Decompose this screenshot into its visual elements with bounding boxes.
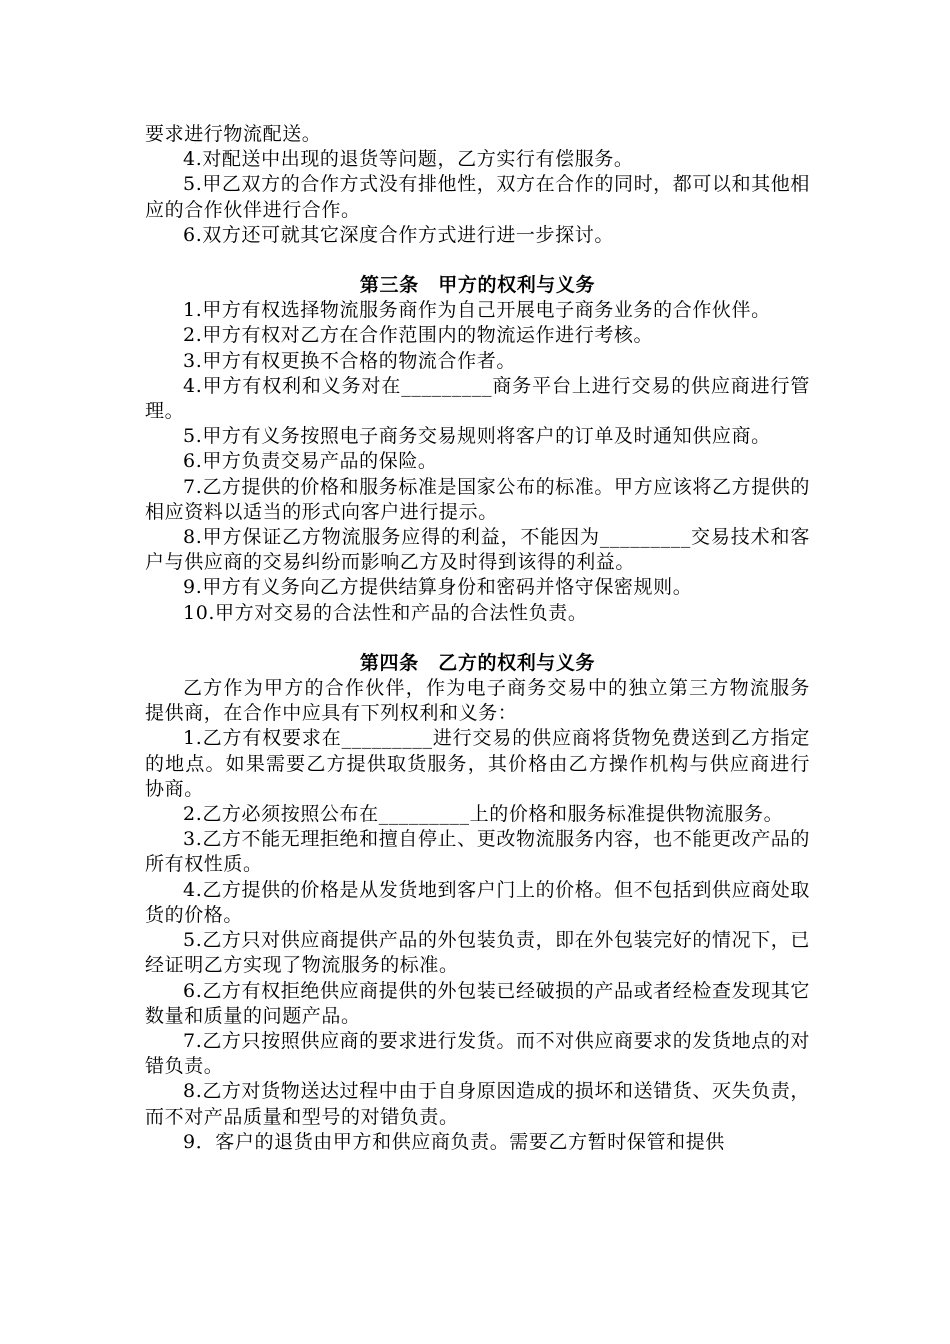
section3-item-2: 2.甲方有权对乙方在合作范围内的物流运作进行考核。 [183,324,654,347]
section3-item-1: 1.甲方有权选择物流服务商作为自己开展电子商务业务的合作伙伴。 [183,299,771,322]
section2-item-5: 5.甲乙双方的合作方式没有排他性，双方在合作的同时，都可以和其他相应的合作伙伴进行合作。 [145,173,810,221]
section4-heading: 第四条 乙方的权利与义务 [359,651,596,674]
section4-item-8: 8.乙方对货物送达过程中由于自身原因造成的损坏和送错货、灭失负责，而不对产品质量和型号的对错负责。 [145,1080,810,1128]
section3-heading: 第三条 甲方的权利与义务 [359,274,596,297]
continuation-text: 要求进行物流配送。 [145,123,322,145]
section4-item-9: 9．客户的退货由甲方和供应商负责。需要乙方暂时保管和提供 [183,1130,725,1153]
section2-item-6: 6.双方还可就其它深度合作方式进行进一步探讨。 [183,223,614,246]
section4-item-4: 4.乙方提供的价格是从发货地到客户门上的价格。但不包括到供应商处取货的价格。 [145,878,810,926]
section4-item-3: 3.乙方不能无理拒绝和擅自停止、更改物流服务内容，也不能更改产品的所有权性质。 [145,828,810,876]
section3-item-7: 7.乙方提供的价格和服务标准是国家公布的标准。甲方应该将乙方提供的相应资料以适当的形式向客户进行提示。 [145,475,810,523]
section3-item-3: 3.甲方有权更换不合格的物流合作者。 [183,349,516,372]
section2-item-4: 4.对配送中出现的退货等问题，乙方实行有偿服务。 [183,148,634,171]
section4-intro: 乙方作为甲方的合作伙伴，作为电子商务交易中的独立第三方物流服务提供商，在合作中应具有下列权利和义务： [145,677,810,725]
section3-item-4: 4.甲方有权利和义务对在_________商务平台上进行交易的供应商进行管理。 [145,374,810,423]
section4-item-7: 7.乙方只按照供应商的要求进行发货。而不对供应商要求的发货地点的对错负责。 [145,1029,810,1078]
section3-item-5: 5.甲方有义务按照电子商务交易规则将客户的订单及时通知供应商。 [183,425,771,448]
section4-item-1: 1.乙方有权要求在_________进行交易的供应商将货物免费送到乙方指定的地点。如果需要乙方提供取货服务，其价格由乙方操作机构与供应商进行协商。 [145,727,810,800]
section4-item-2: 2.乙方必须按照公布在_________上的价格和服务标准提供物流服务。 [183,803,784,826]
section4-item-6: 6.乙方有权拒绝供应商提供的外包装已经破损的产品或者经检查发现其它数量和质量的问题产品。 [145,979,810,1027]
section3-item-8: 8.甲方保证乙方物流服务应得的利益，不能因为_________交易技术和客户与供应商的交易纠纷而影响乙方及时得到该得的利益。 [145,526,810,574]
section3-item-6: 6.甲方负责交易产品的保险。 [183,450,438,473]
section3-item-10: 10.甲方对交易的合法性和产品的合法性负责。 [183,601,588,624]
section4-item-5: 5.乙方只对供应商提供产品的外包装负责，即在外包装完好的情况下，已经证明乙方实现了物流服务的标准。 [145,929,810,977]
section3-item-9: 9.甲方有义务向乙方提供结算身份和密码并恪守保密规则。 [183,576,693,599]
